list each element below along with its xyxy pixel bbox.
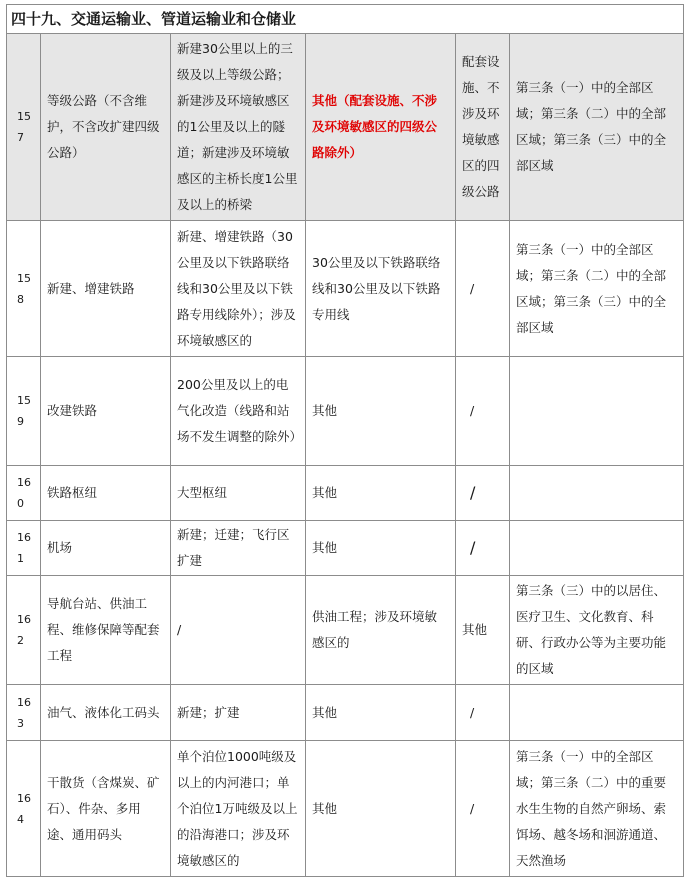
row-number-part: 15 [17,110,31,123]
report-table-requirement: 供油工程；涉及环境敏感区的 [306,576,456,685]
sensitive-area-definition: 第三条（一）中的全部区域；第三条（二）中的重要水生生物的自然产卵场、索饵场、越冬场和洄游通道、天然渔场 [510,741,684,877]
industry-classification-table [6,4,684,877]
row-number-part: 16 [17,613,31,626]
row-number-part: 3 [17,716,24,730]
section-title: 四十九、交通运输业、管道运输业和仓储业 [7,5,684,34]
row-number [7,357,41,466]
row-number-part: 8 [17,292,24,306]
registration-form-requirement: / [456,357,510,466]
row-number-part: 15 [17,394,31,407]
row-number-part: 0 [17,497,24,510]
project-category: 新建、增建铁路 [41,221,171,357]
report-requirement: 单个泊位1000吨级及以上的内河港口；单个泊位1万吨级及以上的沿海港口；涉及环境敏感区的 [171,741,306,877]
row-number-part: 16 [17,791,31,805]
registration-form-requirement: / [456,521,510,576]
report-table-requirement: 其他 [306,521,456,576]
report-table-requirement: 其他（配套设施、不涉及环境敏感区的四级公路除外） [306,34,456,221]
row-number [7,466,41,521]
project-category: 改建铁路 [41,357,171,466]
sensitive-area-definition: 第三条（三）中的以居住、医疗卫生、文化教育、科研、行政办公等为主要功能的区域 [510,576,684,685]
row-number-part: 16 [17,476,31,489]
registration-form-requirement: / [456,741,510,877]
report-table-requirement: 30公里及以下铁路联络线和30公里及以下铁路专用线 [306,221,456,357]
project-category: 等级公路（不含维护，不含改扩建四级公路） [41,34,171,221]
sensitive-area-definition: 第三条（一）中的全部区域；第三条（二）中的全部区域；第三条（三）中的全部区域 [510,34,684,221]
registration-form-requirement: / [456,685,510,741]
project-category: 铁路枢纽 [41,466,171,521]
report-requirement: 新建、增建铁路（30公里及以下铁路联络线和30公里及以下铁路专用线除外）；涉及环境敏感区的 [171,221,306,357]
row-number [7,685,41,741]
sensitive-area-definition [510,357,684,466]
table-row [7,466,684,521]
report-requirement: 大型枢纽 [171,466,306,521]
report-table-requirement: 其他 [306,685,456,741]
row-number-part: 7 [17,131,24,144]
row-number-part: 2 [17,634,24,647]
project-category: 机场 [41,521,171,576]
registration-form-requirement: / [456,221,510,357]
section-header-row [7,5,684,34]
sensitive-area-definition: 第三条（一）中的全部区域；第三条（二）中的全部区域；第三条（三）中的全部区域 [510,221,684,357]
report-requirement: / [171,576,306,685]
row-number [7,576,41,685]
report-requirement: 新建；迁建；飞行区扩建 [171,521,306,576]
project-category: 导航台站、供油工程、维修保障等配套工程 [41,576,171,685]
report-table-requirement: 其他 [306,466,456,521]
report-table-requirement: 其他 [306,741,456,877]
row-number [7,521,41,576]
registration-form-requirement: 其他 [456,576,510,685]
table-row [7,34,684,221]
row-number [7,221,41,357]
report-requirement: 200公里及以上的电气化改造（线路和站场不发生调整的除外） [171,357,306,466]
sensitive-area-definition [510,685,684,741]
table-row [7,521,684,576]
table-row [7,357,684,466]
row-number-part: 1 [17,552,24,565]
row-number [7,741,41,877]
row-number-part: 16 [17,531,31,544]
project-category: 油气、液体化工码头 [41,685,171,741]
sensitive-area-definition [510,466,684,521]
report-requirement: 新建30公里以上的三级及以上等级公路；新建涉及环境敏感区的1公里及以上的隧道；新建涉及环境敏感区的主桥长度1公里及以上的桥梁 [171,34,306,221]
project-category: 干散货（含煤炭、矿石）、件杂、多用途、通用码头 [41,741,171,877]
row-number-part: 4 [17,812,24,826]
sensitive-area-definition [510,521,684,576]
report-table-requirement: 其他 [306,357,456,466]
registration-form-requirement: 配套设施、不涉及环境敏感区的四级公路 [456,34,510,221]
table-row [7,685,684,741]
row-number-part: 9 [17,415,24,428]
report-requirement: 新建；扩建 [171,685,306,741]
row-number [7,34,41,221]
registration-form-requirement: / [456,466,510,521]
row-number-part: 15 [17,271,31,285]
row-number-part: 16 [17,695,31,709]
table-row [7,741,684,877]
table-row [7,221,684,357]
table-row [7,576,684,685]
